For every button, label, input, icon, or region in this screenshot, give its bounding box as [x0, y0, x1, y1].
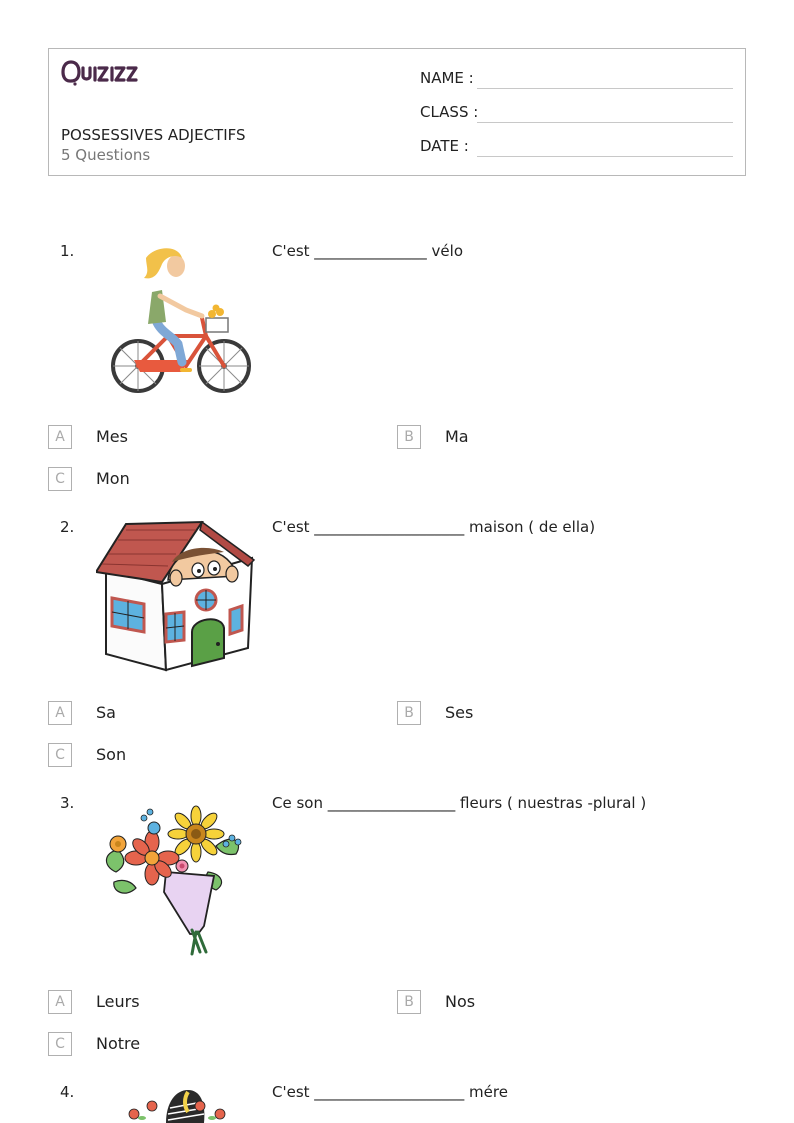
class-line[interactable]	[477, 122, 733, 123]
option-letter: B	[397, 701, 421, 725]
girl-on-bicycle-image	[96, 244, 256, 396]
option-letter: A	[48, 990, 72, 1014]
option-text: Ses	[445, 703, 474, 722]
mother-with-flowers-image	[126, 1088, 230, 1123]
option-text: Nos	[445, 992, 476, 1011]
worksheet-header	[48, 48, 746, 176]
question-text: C'est _______________ vélo	[272, 242, 464, 260]
date-line[interactable]	[477, 156, 733, 157]
option-text: Ma	[445, 427, 469, 446]
option-text: Son	[96, 745, 127, 764]
worksheet-title: POSSESSIVES ADJECTIFS	[61, 126, 246, 144]
question-number: 3.	[60, 794, 75, 812]
name-line[interactable]	[477, 88, 733, 89]
option-text: Mes	[96, 427, 128, 446]
class-label: CLASS :	[420, 103, 479, 121]
option-letter: C	[48, 1032, 72, 1056]
option-letter: B	[397, 425, 421, 449]
option-letter: A	[48, 701, 72, 725]
date-label: DATE :	[420, 137, 469, 155]
question-number: 4.	[60, 1083, 75, 1101]
question-text: C'est ____________________ mére	[272, 1083, 508, 1101]
name-label: NAME :	[420, 69, 474, 87]
question-number: 1.	[60, 242, 75, 260]
flower-bouquet-image	[96, 802, 254, 958]
question-number: 2.	[60, 518, 75, 536]
option-text: Leurs	[96, 992, 140, 1011]
option-letter: B	[397, 990, 421, 1014]
option-text: Notre	[96, 1034, 141, 1053]
house-image	[96, 518, 258, 674]
option-letter: A	[48, 425, 72, 449]
option-text: Sa	[96, 703, 116, 722]
question-text: Ce son _________________ fleurs ( nuestras -plural )	[272, 794, 647, 812]
option-letter: C	[48, 467, 72, 491]
question-text: C'est ____________________ maison ( de ella)	[272, 518, 596, 536]
quizizz-logo	[61, 59, 153, 89]
option-text: Mon	[96, 469, 130, 488]
option-letter: C	[48, 743, 72, 767]
question-count: 5 Questions	[61, 146, 151, 164]
